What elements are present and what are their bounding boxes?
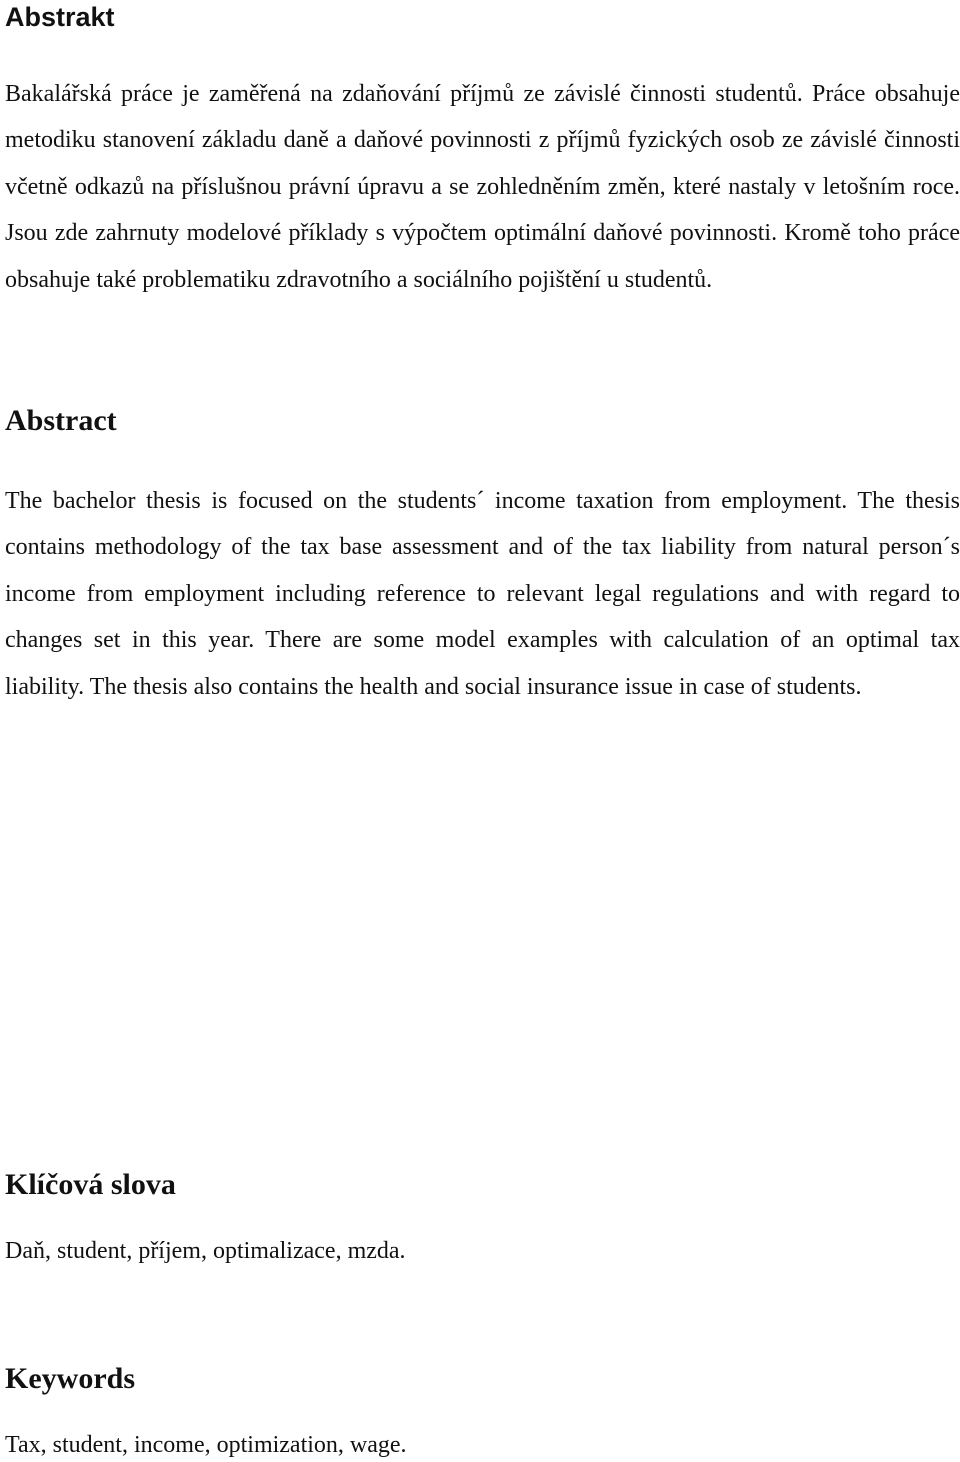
keywords-heading: Keywords	[5, 1362, 135, 1395]
abstract-paragraph: The bachelor thesis is focused on the students´ income taxation from employment. The thesis contains methodology of the tax base assessment and of the tax liability from natural person´s income from employment including reference to relevant legal regulations and with regard to changes set in this year. There are some model examples with calculation of an optimal tax liability. The thesis also contains the health and social insurance issue in case of students.	[5, 488, 960, 700]
klicova-slova-heading: Klíčová slova	[5, 1168, 176, 1201]
abstrakt-paragraph: Bakalářská práce je zaměřená na zdaňování příjmů ze závislé činnosti studentů. Práce obsahuje metodiku stanovení základu daně a daňové povinnosti z příjmů fyzických osob ze závislé činnosti včetně odkazů na příslušnou právní úpravu a se zohledněním změn, které nastaly v letošním roce. Jsou zde zahrnuty modelové příklady s výpočtem optimální daňové povinnosti. Kromě toho práce obsahuje také problematiku zdravotního a sociálního pojištění u studentů.	[5, 81, 960, 293]
abstract-heading: Abstract	[5, 404, 117, 437]
klicova-slova-text: Daň, student, příjem, optimalizace, mzda.	[5, 1238, 406, 1264]
abstrakt-heading: Abstrakt	[5, 2, 115, 32]
keywords-text: Tax, student, income, optimization, wage.	[5, 1432, 407, 1458]
